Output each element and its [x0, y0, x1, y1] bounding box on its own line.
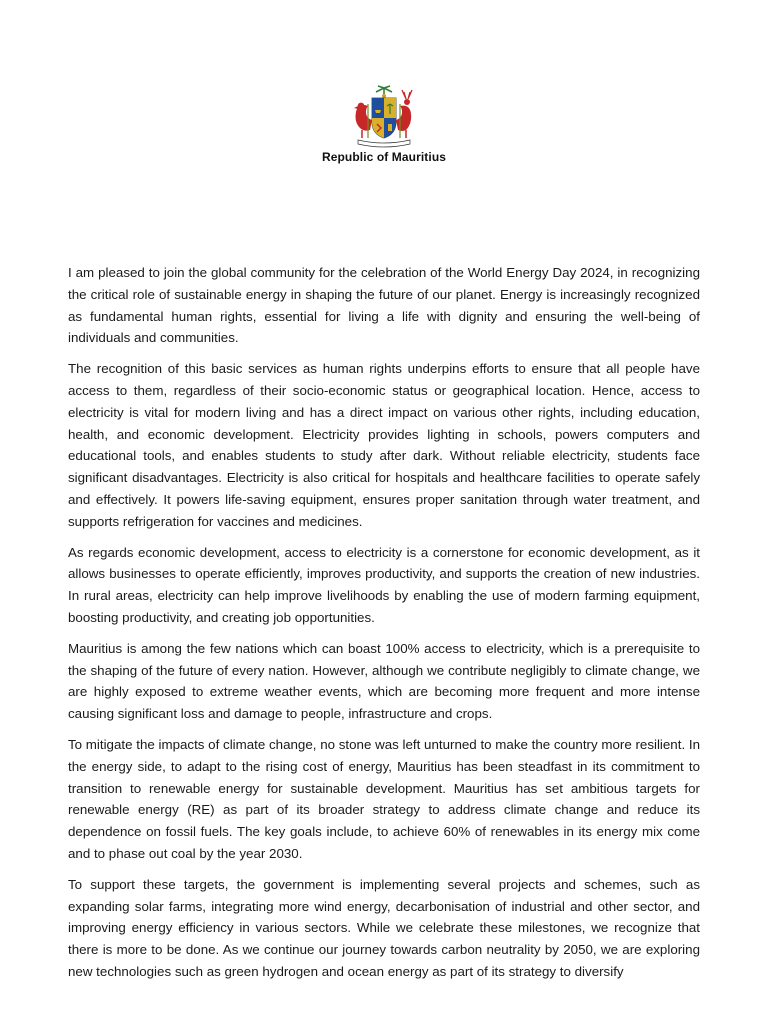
paragraph: To mitigate the impacts of climate change, no stone was left unturned to make the country more resilient. In the energy side, to adapt to the rising cost of energy, Mauritius has been steadfast in its commitment to transition to renewable energy for sustainable development. Mauritius has set ambitious targets for renewable energy (RE) as part of its broader strategy to address climate change and reduce its dependence on fossil fuels. The key goals include, to achieve 60% of renewables in its energy mix come and to phase out coal by the year 2030.	[68, 736, 700, 861]
letterhead	[0, 84, 768, 164]
paragraph: Mauritius is among the few nations which can boast 100% access to electricity, which is a prerequisite to the shaping of the future of every nation. However, although we contribute negligibly to climate change, we are highly exposed to extreme weather events, which are becoming more frequent and more intense causing significant loss and damage to people, infrastructure and crops.	[68, 640, 700, 722]
paragraph: To support these targets, the government is implementing several projects and schemes, such as expanding solar farms, integrating more wind energy, decarbonisation of industrial and other sector, and improving energy efficiency in various sectors. While we celebrate these milestones, we recognize that there is more to be done. As we continue our journey towards carbon neutrality by 2050, we are exploring new technologies such as green hydrogen and ocean energy as part of its strategy to diversify	[68, 876, 700, 979]
country-name: Republic of Mauritius	[321, 150, 447, 164]
paragraph: I am pleased to join the global community for the celebration of the World Energy Day 2024, in recognizing the critical role of sustainable energy in shaping the future of our planet. Energy is increasingly recognized as fundamental human rights, essential for living a life with dignity and ensuring the well-being of individuals and communities.	[68, 265, 700, 346]
paragraph: As regards economic development, access to electricity is a cornerstone for economic development, as it allows businesses to operate efficiently, improves productivity, and supports the creation of new industries. In rural areas, electricity can help improve livelihoods by enabling the use of modern farming equipment, boosting productivity, and creating job opportunities.	[68, 544, 700, 625]
letter-body	[68, 262, 700, 992]
coat-of-arms-icon	[344, 84, 424, 148]
paragraph: The recognition of this basic services as human rights underpins efforts to ensure that all people have access to them, regardless of their socio-economic status or geographical location. Hence, access to electricity is vital for modern living and has a direct impact on various other rights, including education, health, and economic development. Electricity provides lighting in schools, powers computers and educational tools, and enables students to study after dark. Without reliable electricity, students face significant disadvantages. Electricity is also critical for hospitals and healthcare facilities to operate safely and effectively. It powers life-saving equipment, ensures proper sanitation through water treatment, and supports refrigeration for vaccines and medicines.	[68, 361, 700, 529]
